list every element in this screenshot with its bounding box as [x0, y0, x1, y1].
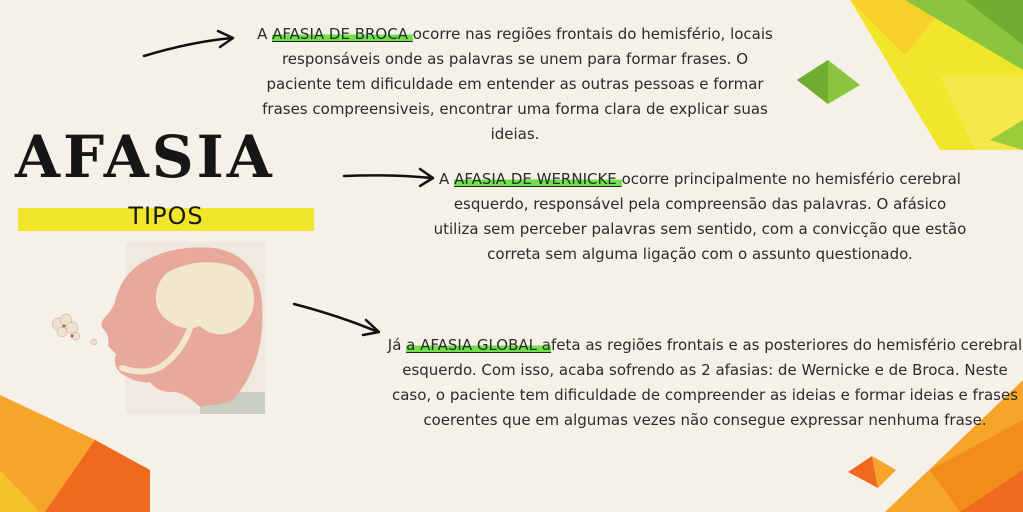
head-brain-illustration	[50, 242, 270, 414]
wernicke-text: ocorre principalmente no hemisfério cerebral esquerdo, responsável pela compreensão das palavras. O afásico utiliza sem perceber palavras sem sentido, com a convicção que estão correta sem alguma ligação com o assunto questionado.	[433, 170, 967, 263]
global-prefix: Já	[387, 336, 407, 354]
global-paragraph	[385, 333, 1023, 433]
broca-text: ocorre nas regiões frontais do hemisfério, locais responsáveis onde as palavras se unem para formar frases. O paciente tem dificuldade em entender as outras pessoas e formar frases compreensiveis, encontrar uma forma clara de explicar suas ideias.	[262, 25, 773, 143]
wernicke-highlight: AFASIA DE WERNICKE	[454, 170, 622, 188]
wernicke-paragraph	[430, 167, 970, 267]
arrow-icon	[340, 166, 440, 190]
broca-prefix: A	[257, 25, 273, 43]
wernicke-prefix: A	[439, 170, 455, 188]
page-title: AFASIA	[15, 123, 275, 191]
global-text: feta as regiões frontais e as posteriores do hemisfério cerebral esquerdo. Com isso, acaba sofrendo as 2 afasias: de Wernicke e de Broca. Neste caso, o paciente tem dificuldade de compreender as ideias e formar ideias e frases coerentes que em algumas vezes não consegue expressar nenhuma frase.	[391, 336, 1023, 429]
arrow-icon	[140, 28, 240, 60]
broca-paragraph	[250, 22, 780, 147]
broca-highlight: AFASIA DE BROCA	[272, 25, 413, 43]
arrow-icon	[290, 298, 386, 340]
page-subtitle: TIPOS	[128, 202, 204, 230]
global-highlight: a AFASIA GLOBAL a	[406, 336, 551, 354]
